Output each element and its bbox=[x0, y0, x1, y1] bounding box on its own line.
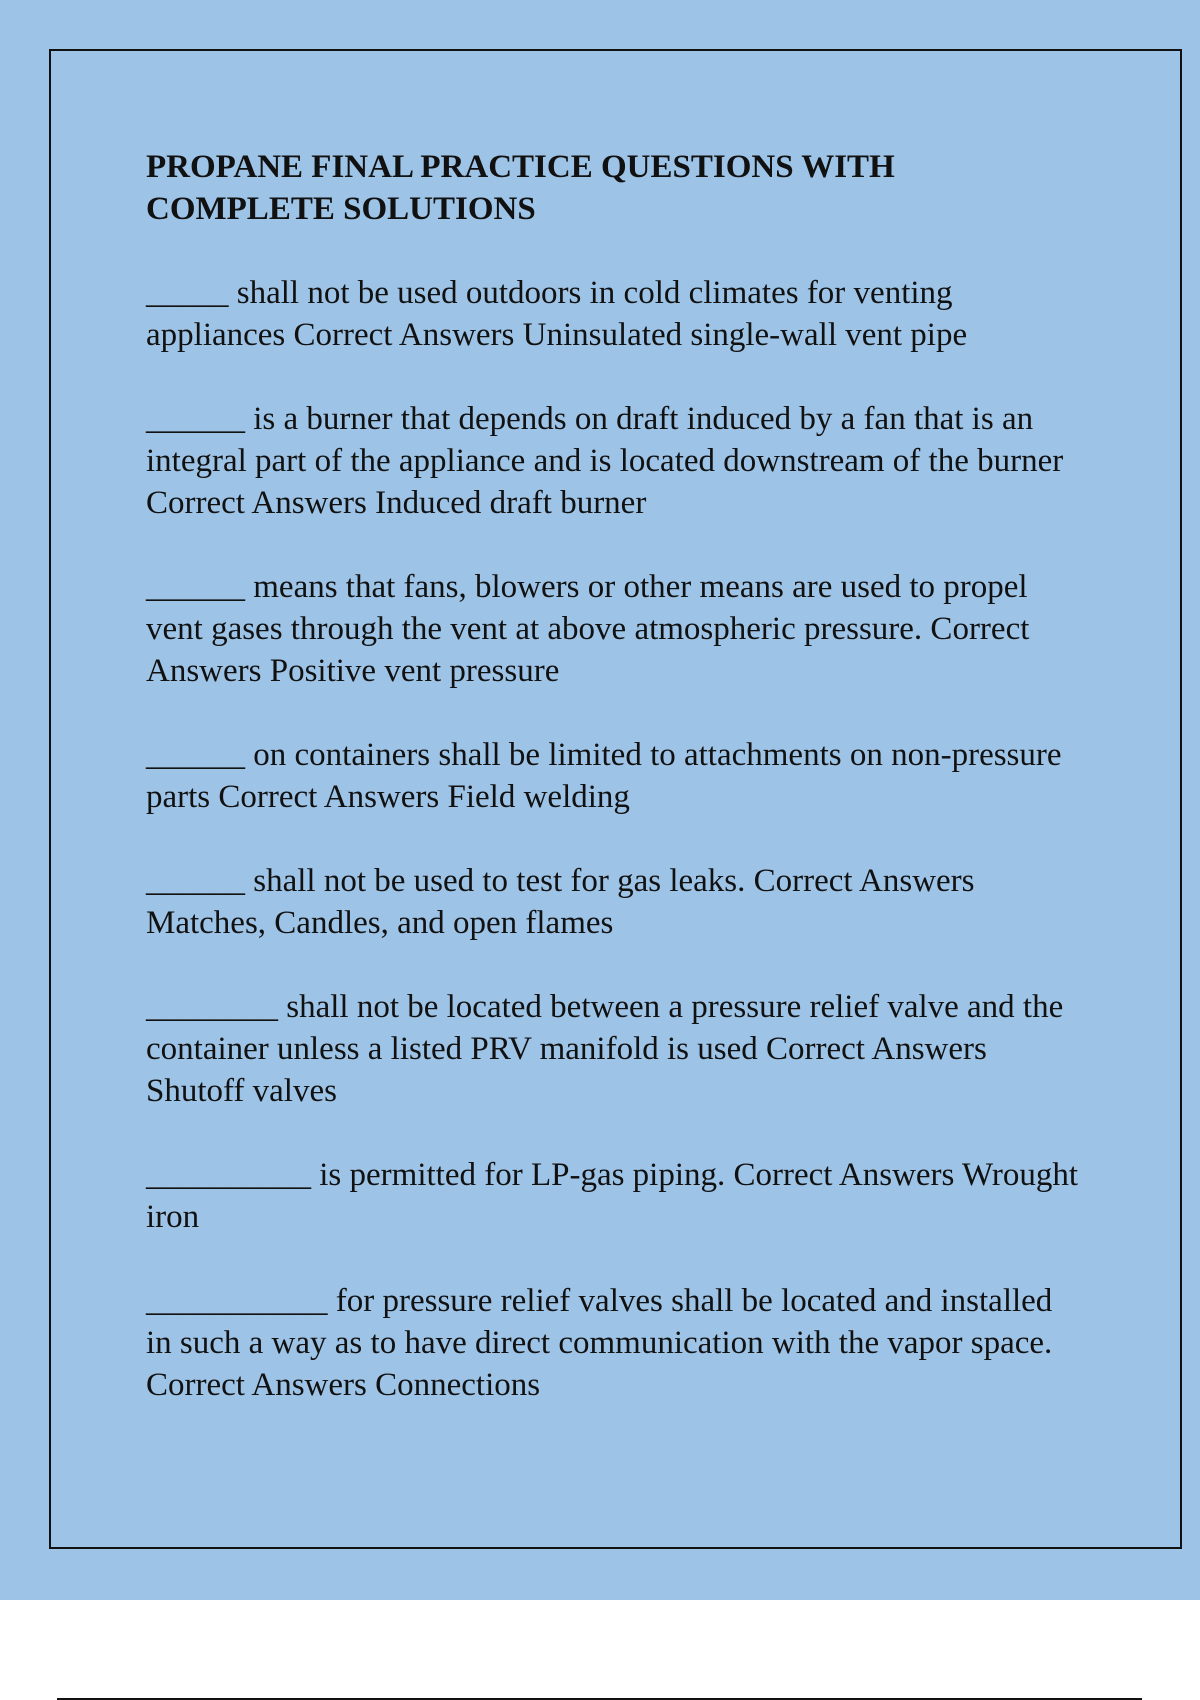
document-title: PROPANE FINAL PRACTICE QUESTIONS WITH COMPLETE SOLUTIONS bbox=[146, 149, 895, 227]
question-answer-6: ________ shall not be located between a pressure relief valve and the container unless a listed PRV manifold is used Correct Answers Shutoff valves bbox=[146, 989, 1064, 1109]
question-answer-7: __________ is permitted for LP-gas piping. Correct Answers Wrought iron bbox=[146, 1157, 1079, 1235]
question-answer-4: ______ on containers shall be limited to attachments on non-pressure parts Correct Answers Field welding bbox=[146, 737, 1062, 815]
question-answer-5: ______ shall not be used to test for gas leaks. Correct Answers Matches, Candles, and open flames bbox=[146, 863, 975, 941]
question-answer-3: ______ means that fans, blowers or other means are used to propel vent gases through the vent at above atmospheric pressure. Correct Answers Positive vent pressure bbox=[146, 569, 1030, 689]
document-content bbox=[146, 146, 1086, 1448]
question-answer-2: ______ is a burner that depends on draft induced by a fan that is an integral part of the appliance and is located downstream of the burner Correct Answers Induced draft burner bbox=[146, 401, 1064, 521]
question-answer-8: ___________ for pressure relief valves shall be located and installed in such a way as to have direct communication with the vapor space. Correct Answers Connections bbox=[146, 1283, 1053, 1403]
question-answer-1: _____ shall not be used outdoors in cold climates for venting appliances Correct Answers Uninsulated single-wall vent pipe bbox=[146, 275, 968, 353]
